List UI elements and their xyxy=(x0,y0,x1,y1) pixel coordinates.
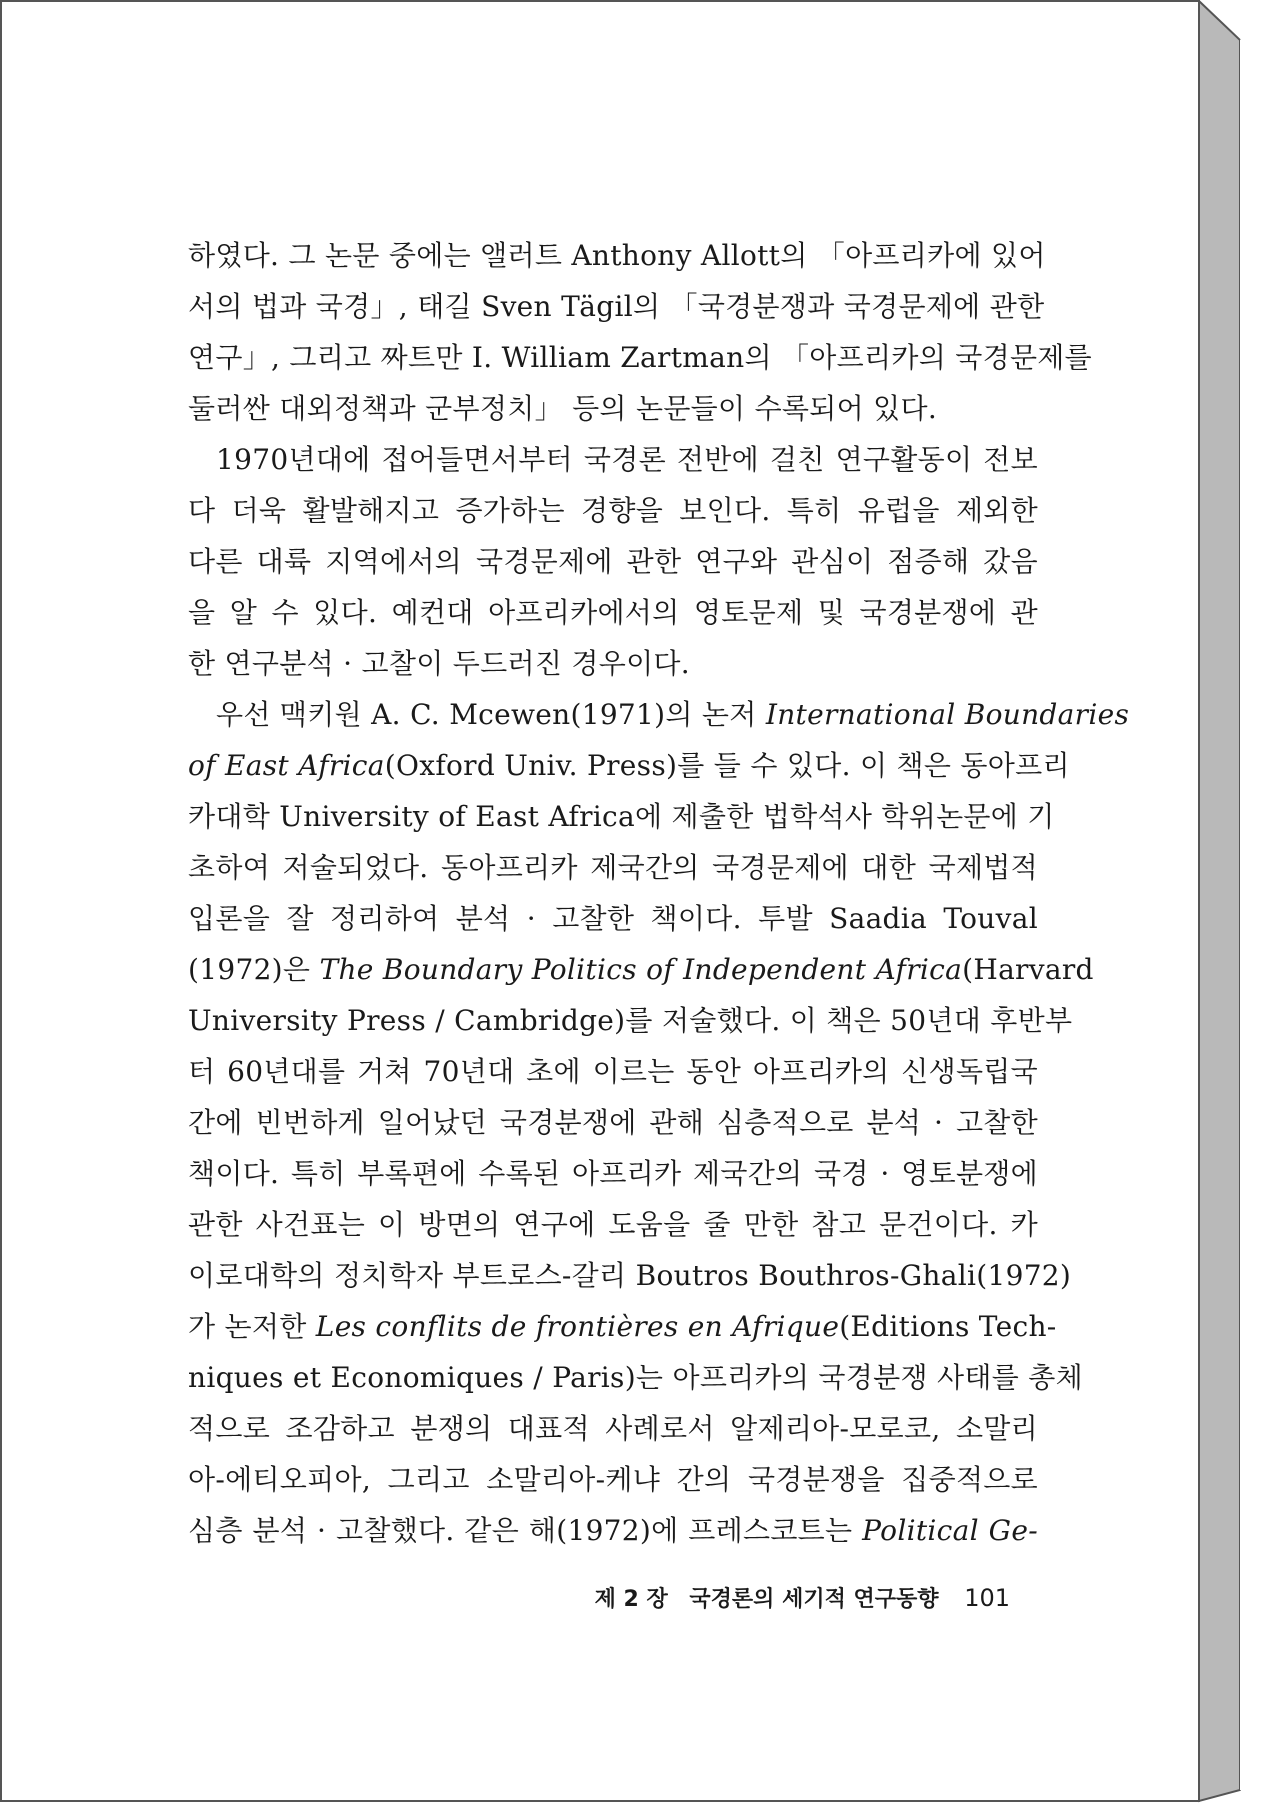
italic-title: of East Africa xyxy=(188,749,385,782)
italic-title: Les conflits de frontières en Afrique xyxy=(315,1310,840,1343)
line-text: 터 60년대를 거쳐 70년대 초에 이르는 동안 아프리카의 신생독립국 xyxy=(188,1055,1038,1088)
line-text: 적으로 조감하고 분쟁의 대표적 사례로서 알제리아-모로코, 소말리 xyxy=(188,1412,1038,1445)
text-line xyxy=(188,332,1092,383)
footer-chapter-title: 국경론의 세기적 연구동향 xyxy=(689,1587,939,1612)
line-text: (1972)은 xyxy=(188,953,320,986)
text-line xyxy=(188,791,1055,842)
text-line xyxy=(188,842,1038,893)
line-text: niques et Economiques / Paris)는 아프리카의 국경분쟁 사태를 총체 xyxy=(188,1361,1083,1394)
text-line xyxy=(188,434,1038,485)
body-text xyxy=(188,230,1130,1556)
text-line xyxy=(188,1148,1038,1199)
line-text: 다른 대륙 지역에서의 국경문제에 관한 연구와 관심이 점증해 갔음 xyxy=(188,545,1038,578)
running-footer xyxy=(0,1582,1010,1613)
line-text: 가 논저한 xyxy=(188,1310,316,1343)
line-text: 입론을 잘 정리하여 분석 · 고찰한 책이다. 투발 Saadia Touval xyxy=(188,902,1038,935)
line-text: (Oxford Univ. Press)를 들 수 있다. 이 책은 동아프리 xyxy=(384,749,1070,782)
text-line xyxy=(188,1199,1038,1250)
text-line xyxy=(188,587,1038,638)
text-line xyxy=(188,1352,1083,1403)
line-text: 관한 사건표는 이 방면의 연구에 도움을 줄 만한 참고 문건이다. 카 xyxy=(188,1208,1038,1241)
line-text: 초하여 저술되었다. 동아프리카 제국간의 국경문제에 대한 국제법적 xyxy=(188,851,1038,884)
spine-background xyxy=(1240,0,1284,1806)
line-text: 아-에티오피아, 그리고 소말리아-케냐 간의 국경분쟁을 집중적으로 xyxy=(188,1463,1038,1496)
text-line xyxy=(188,1403,1038,1454)
italic-title: International Boundaries xyxy=(765,698,1130,731)
text-line xyxy=(188,383,1038,434)
italic-title: Political Ge- xyxy=(862,1514,1038,1547)
line-text: 둘러싼 대외정책과 군부정치」 등의 논문들이 수록되어 있다. xyxy=(188,392,938,425)
text-line xyxy=(188,230,1046,281)
italic-title: The Boundary Politics of Independent Africa xyxy=(319,953,963,986)
text-line xyxy=(188,1097,1038,1148)
text-line xyxy=(188,1454,1038,1505)
text-line xyxy=(188,536,1038,587)
line-text: 다 더욱 활발해지고 증가하는 경향을 보인다. 특히 유럽을 제외한 xyxy=(188,494,1038,527)
text-line xyxy=(188,740,1070,791)
text-line xyxy=(188,1250,1072,1301)
line-text-after: (Editions Tech- xyxy=(839,1310,1057,1343)
line-text: 간에 빈번하게 일어났던 국경분쟁에 관해 심층적으로 분석 · 고찰한 xyxy=(188,1106,1038,1139)
page-number: 101 xyxy=(964,1584,1010,1612)
text-line xyxy=(188,638,1038,689)
footer-chapter: 제 2 장 xyxy=(594,1587,668,1612)
text-line xyxy=(188,485,1038,536)
line-text: 을 알 수 있다. 예컨대 아프리카에서의 영토문제 및 국경분쟁에 관 xyxy=(188,596,1038,629)
line-text: 책이다. 특히 부록편에 수록된 아프리카 제국간의 국경 · 영토분쟁에 xyxy=(188,1157,1038,1190)
text-line xyxy=(188,995,1073,1046)
text-line xyxy=(188,689,1130,740)
text-line xyxy=(188,1046,1038,1097)
line-text: 심층 분석 · 고찰했다. 같은 해(1972)에 프레스코트는 xyxy=(188,1514,863,1547)
line-text: 이로대학의 정치학자 부트로스-갈리 Boutros Bouthros-Ghali(1972) xyxy=(188,1259,1072,1292)
book-spine-edge xyxy=(1199,1,1240,1801)
line-text: University Press / Cambridge)를 저술했다. 이 책은 50년대 후반부 xyxy=(188,1004,1073,1037)
line-text: 1970년대에 접어들면서부터 국경론 전반에 걸친 연구활동이 전보 xyxy=(216,443,1038,476)
line-text: 카대학 University of East Africa에 제출한 법학석사 학위논문에 기 xyxy=(188,800,1055,833)
text-line xyxy=(188,944,1094,995)
line-text: 연구」, 그리고 짜트만 I. William Zartman의 「아프리카의 국경문제를 xyxy=(188,341,1092,374)
line-text: 한 연구분석 · 고찰이 두드러진 경우이다. xyxy=(188,647,690,680)
text-line xyxy=(188,281,1045,332)
text-line xyxy=(188,1301,1057,1352)
line-text: 서의 법과 국경」, 태길 Sven Tägil의 「국경분쟁과 국경문제에 관한 xyxy=(188,290,1045,323)
line-text: 우선 맥키원 A. C. Mcewen(1971)의 논저 xyxy=(216,698,766,731)
line-text-after: (Harvard xyxy=(962,953,1094,986)
text-line xyxy=(188,893,1038,944)
line-text: 하였다. 그 논문 중에는 앨러트 Anthony Allott의 「아프리카에 있어 xyxy=(188,239,1046,272)
text-line xyxy=(188,1505,1038,1556)
